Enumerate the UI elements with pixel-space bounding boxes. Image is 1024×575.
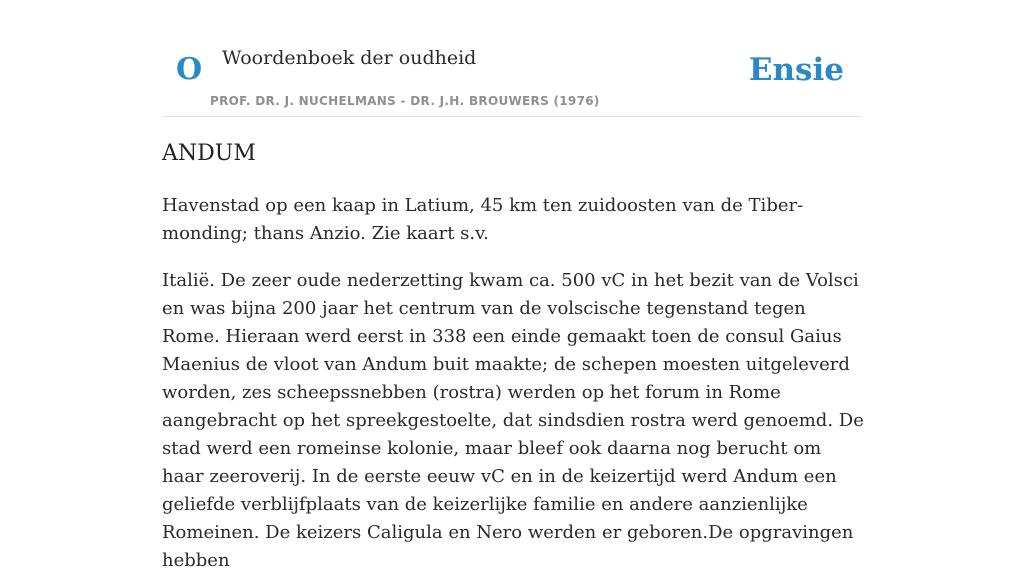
page-header	[162, 0, 862, 117]
entry-paragraph: Italië. De zeer oude nederzetting kwam ca. 500 vC in het bezit van de Volsci en was bijna 200 jaar het centrum van de volscische tegenstand tegen Rome. Hieraan werd eerst in 338 een einde gemaakt toen de consul Gaius Maenius de vloot van Andum buit maakte; de schepen moesten uitgeleverd worden, zes scheepssnebben (rostra) werden op het forum in Rome aangebracht op het spreekgestoelte, dat sindsdien rostra werd genoemd. De stad werd een romeinse kolonie, maar bleef ook daarna nog berucht om haar zeeroverij. In de eerste eeuw vC en in de keizertijd werd Andum een geliefde verblijfplaats van de keizerlijke familie en andere aanzienlijke Romeinen. De keizers Caligula en Nero werden er geboren.De opgravingen hebben	[162, 270, 864, 571]
entry-content	[162, 136, 864, 575]
ensie-logo[interactable]: Ensie	[748, 52, 844, 88]
entry-title: ANDUM	[162, 141, 256, 166]
book-title[interactable]: Woordenboek der oudheid	[222, 47, 477, 69]
entry-paragraph: Havenstad op een kaap in Latium, 45 km ten zuidoosten van de Tiber-monding; thans Anzio. Zie kaart s.v.	[162, 195, 804, 244]
book-authors: PROF. DR. J. NUCHELMANS - DR. J.H. BROUWERS (1976)	[210, 94, 600, 108]
section-letter[interactable]: O	[176, 52, 203, 87]
